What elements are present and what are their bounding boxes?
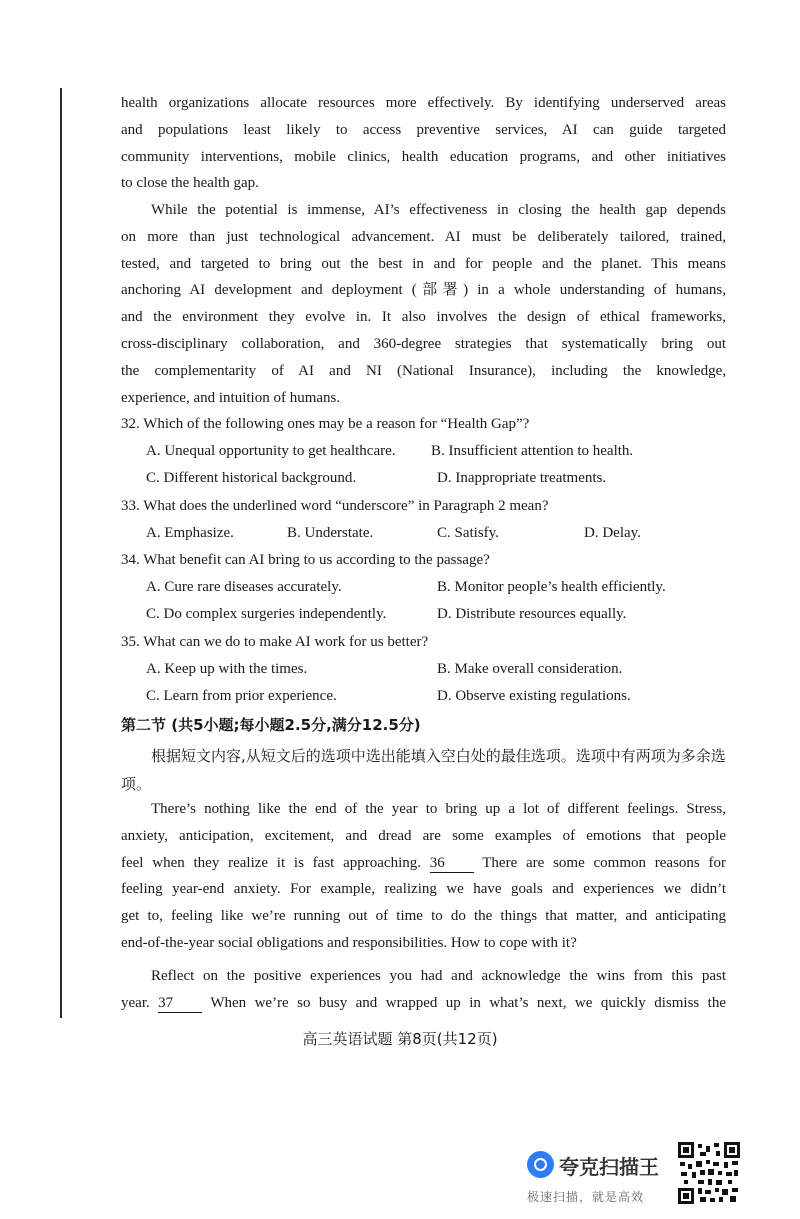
question-32-option-d: D. Inappropriate treatments. bbox=[437, 470, 607, 486]
binding-margin-line bbox=[60, 88, 62, 1018]
question-34-option-d: D. Distribute resources equally. bbox=[437, 606, 627, 622]
question-35-option-c: C. Learn from prior experience. bbox=[146, 688, 337, 704]
text-fragment: year. bbox=[121, 994, 150, 1011]
question-33-option-d: D. Delay. bbox=[584, 525, 641, 541]
scanner-slogan: 极速扫描，就是高效 bbox=[527, 1190, 645, 1204]
question-33-stem: 33. What does the underlined word “underscore” in Paragraph 2 mean? bbox=[121, 498, 549, 514]
text-line: community interventions, mobile clinics, health education programs, and other initiatives bbox=[121, 148, 726, 165]
question-34-option-b: B. Monitor people’s health efficiently. bbox=[437, 579, 666, 595]
cloze-paragraph-1 bbox=[121, 796, 726, 957]
text-line: experience, and intuition of humans. bbox=[121, 389, 341, 406]
question-35-option-b: B. Make overall consideration. bbox=[437, 661, 623, 677]
section-instruction bbox=[121, 742, 726, 798]
page-footer: 高三英语试题 第8页(共12页) bbox=[302, 1030, 498, 1048]
text-line: on more than just technological advancement. AI must be deliberately tailored, trained, bbox=[121, 228, 726, 245]
text-line: Reflect on the positive experiences you had and acknowledge the wins from this past bbox=[151, 968, 726, 984]
question-33-option-b: B. Understate. bbox=[287, 525, 374, 541]
text-fragment: feel when they realize it is fast approaching. bbox=[121, 854, 421, 871]
text-line: tested, and targeted to bring out the best in and for people and the planet. This means bbox=[121, 255, 726, 272]
question-35-option-a: A. Keep up with the times. bbox=[146, 661, 308, 677]
text-line: to close the health gap. bbox=[121, 175, 259, 192]
text-line bbox=[121, 850, 726, 877]
text-line: anxiety, anticipation, excitement, and dread are some examples of emotions that people bbox=[121, 827, 726, 844]
text-line: end-of-the-year social obligations and responsibilities. How to cope with it? bbox=[121, 934, 577, 951]
question-35-option-d: D. Observe existing regulations. bbox=[437, 688, 631, 704]
text-line: and populations least likely to access preventive services, AI can guide targeted bbox=[121, 121, 726, 138]
qr-code-icon bbox=[678, 1142, 740, 1204]
question-32-option-b: B. Insufficient attention to health. bbox=[431, 443, 634, 459]
question-33-option-a: A. Emphasize. bbox=[146, 525, 234, 541]
question-32-option-c: C. Different historical background. bbox=[146, 470, 357, 486]
text-line: the complementarity of AI and NI (National Insurance), including the knowledge, bbox=[121, 362, 726, 379]
text-line: cross-disciplinary collaboration, and 360-degree strategies that systematically bring out bbox=[121, 335, 726, 352]
text-line: While the potential is immense, AI’s effectiveness in closing the health gap depends bbox=[151, 202, 726, 218]
text-fragment: There are some common reasons for bbox=[482, 854, 727, 871]
text-line: and the environment they evolve in. It also involves the design of ethical frameworks, bbox=[121, 309, 726, 326]
question-34-stem: 34. What benefit can AI bring to us according to the passage? bbox=[121, 552, 490, 568]
passage-paragraph-2 bbox=[121, 197, 726, 411]
question-34-option-c: C. Do complex surgeries independently. bbox=[146, 606, 387, 622]
text-line: get to, feeling like we’re running out of time to do the things that matter, and anticipating bbox=[121, 908, 726, 925]
question-32-option-a: A. Unequal opportunity to get healthcare. bbox=[146, 443, 396, 459]
question-35-stem: 35. What can we do to make AI work for us better? bbox=[121, 634, 429, 650]
text-line: anchoring AI development and deployment (部署) in a whole understanding of humans, bbox=[121, 282, 726, 299]
scanner-logo-icon bbox=[527, 1151, 554, 1178]
text-line bbox=[121, 990, 726, 1017]
section-title: 第二节 (共5小题;每小题2.5分,满分12.5分) bbox=[121, 716, 421, 734]
blank-37[interactable]: 37 bbox=[158, 995, 202, 1013]
question-33-option-c: C. Satisfy. bbox=[437, 525, 499, 541]
passage-paragraph-1 bbox=[121, 90, 726, 197]
blank-36[interactable]: 36 bbox=[430, 855, 474, 873]
question-34-option-a: A. Cure rare diseases accurately. bbox=[146, 579, 342, 595]
question-32-stem: 32. Which of the following ones may be a reason for “Health Gap”? bbox=[121, 416, 530, 432]
cloze-paragraph-2 bbox=[121, 963, 726, 1017]
section-instruction-text: 根据短文内容,从短文后的选项中选出能填入空白处的最佳选项。选项中有两项为多余选项。 bbox=[121, 747, 726, 793]
scanner-brand-name: 夸克扫描王 bbox=[559, 1155, 659, 1179]
text-fragment: When we’re so busy and wrapped up in what’s next, we quickly dismiss the bbox=[210, 994, 726, 1011]
text-line: health organizations allocate resources more effectively. By identifying underserved areas bbox=[121, 95, 726, 111]
text-line: feeling year-end anxiety. For example, realizing we have goals and experiences we didn’t bbox=[121, 881, 726, 898]
text-line: There’s nothing like the end of the year to bring up a lot of different feelings. Stress, bbox=[151, 801, 726, 817]
